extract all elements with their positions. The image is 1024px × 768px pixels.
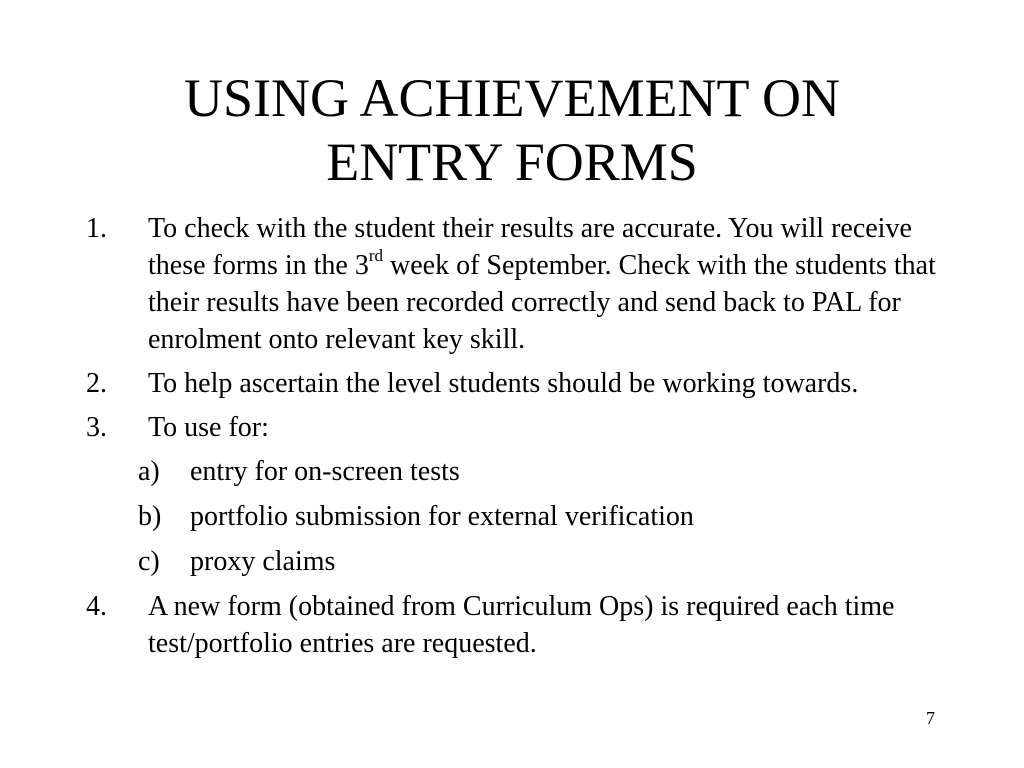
list-item-number: 3.	[86, 412, 107, 443]
list-item-text-part: week of September. Check with the students that their results have been recorded correctly and send back to PAL for enrolment onto relevant key skill.	[148, 250, 936, 355]
list-item-number: 2.	[86, 368, 107, 399]
list-item-text-part: To check with the student their results are accurate. You will receive these forms in the 3	[148, 213, 912, 281]
sublist-item-c	[86, 543, 936, 580]
list-item-1	[86, 210, 936, 358]
sublist-item-letter: c)	[138, 546, 160, 577]
sublist-item-letter: b)	[138, 501, 162, 532]
list-item-text: To use for:	[148, 412, 269, 443]
list-item-number: 4.	[86, 591, 107, 622]
sublist-item-a	[86, 453, 936, 490]
slide-content	[86, 210, 936, 669]
sublist-item-text: portfolio submission for external verification	[190, 501, 694, 532]
list-item-text	[148, 213, 936, 355]
page-number: 7	[926, 708, 935, 728]
list-item-text: A new form (obtained from Curriculum Ops) is required each time test/portfolio entries are requested.	[148, 591, 895, 659]
slide-title-line-1: USING ACHIEVEMENT ON	[184, 68, 840, 128]
superscript: rd	[368, 245, 384, 265]
sublist-item-text: proxy claims	[190, 546, 336, 577]
list-item-number: 1.	[86, 213, 107, 244]
list-item-3	[86, 409, 936, 446]
list-item-2	[86, 365, 936, 402]
sublist-item-letter: a)	[138, 456, 160, 487]
sublist-item-text: entry for on-screen tests	[190, 456, 460, 487]
list-item-4	[86, 588, 936, 662]
slide-title-line-2: ENTRY FORMS	[326, 132, 698, 192]
slide-title	[60, 66, 964, 194]
list-item-text: To help ascertain the level students should be working towards.	[148, 368, 859, 399]
sublist-item-b	[86, 498, 936, 535]
